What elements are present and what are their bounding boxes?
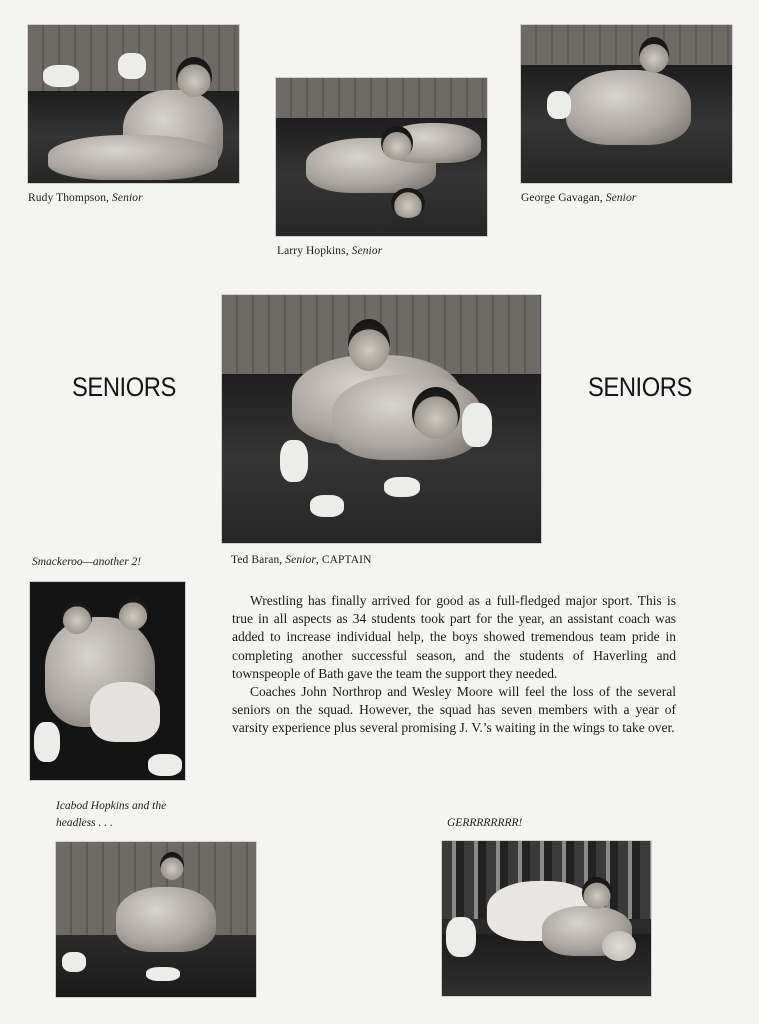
wrestler-head (639, 37, 669, 73)
wrestling-shoe (146, 967, 180, 981)
wrestler-head (118, 596, 148, 630)
wrestler-figure (566, 70, 691, 145)
wrestler-head (391, 188, 425, 218)
caption-icabod (56, 798, 166, 832)
caption-name: Larry Hopkins, (277, 245, 349, 257)
wrestler-figure (116, 887, 216, 952)
caption-george-gavagan (521, 192, 636, 204)
wrestler-head (348, 319, 390, 371)
photo-ted-baran (221, 294, 542, 544)
wrestling-shoe (310, 495, 344, 517)
caption-title: , CAPTAIN (315, 554, 372, 566)
photo-rudy-thompson (27, 24, 240, 184)
wrestler-head (381, 126, 413, 160)
wrestler-figure (90, 682, 160, 742)
article-paragraph: Wrestling has finally arrived for good as a full-fledged major sport. This is true in all aspects as 34 students took part for the year, an assistant coach was added to increase individual help, the boys showed tremendous team pride in completing another successful season, and the students of Haverling and townspeople of Bath gave the team the support they needed. (232, 593, 676, 681)
wrestler-head (160, 852, 184, 880)
wrestling-shoe (446, 917, 476, 957)
wrestler-head (412, 387, 460, 439)
caption-role: Senior (351, 245, 383, 257)
wall-background (521, 25, 732, 69)
wrestling-shoe (280, 440, 308, 482)
article-paragraph: Coaches John Northrop and Wesley Moore will feel the loss of the several seniors on the squad. However, the squad has seven members with a year of varsity experience plus several promising J. V.’s waiting in the wings to take over. (232, 684, 676, 736)
wrestler-figure (48, 135, 218, 180)
caption-role: Senior (112, 192, 143, 204)
caption-line: headless . . . (56, 817, 113, 829)
wrestler-head (176, 57, 212, 97)
wrestler-head (582, 877, 612, 909)
wrestling-shoe (62, 952, 86, 972)
caption-role: Senior (285, 554, 316, 566)
caption-larry-hopkins (277, 245, 382, 257)
wrestling-shoe (148, 754, 182, 776)
wrestling-shoe (118, 53, 146, 79)
wrestler-head (602, 931, 636, 961)
caption-smackeroo: Smackeroo—another 2! (32, 556, 142, 568)
photo-smackeroo (29, 581, 186, 781)
wrestling-shoe (384, 477, 420, 497)
caption-gerrr: GERRRRRRRR! (447, 817, 523, 829)
caption-role: Senior (605, 192, 637, 204)
photo-gerrr (441, 840, 652, 997)
wrestler-head (62, 600, 92, 634)
wrestling-shoe (462, 403, 492, 447)
wrestling-shoe (34, 722, 60, 762)
photo-george-gavagan (520, 24, 733, 184)
caption-line: Icabod Hopkins and the (56, 800, 167, 812)
caption-name: Ted Baran, (231, 554, 283, 566)
caption-rudy-thompson (28, 192, 143, 204)
wrestling-shoe (43, 65, 79, 87)
wrestling-shoe (547, 91, 571, 119)
heading-seniors-left: SENIORS (72, 372, 176, 402)
caption-name: Rudy Thompson, (28, 192, 110, 204)
photo-larry-hopkins (275, 77, 488, 237)
caption-ted-baran (231, 554, 371, 566)
article-body (232, 592, 676, 738)
photo-icabod (55, 841, 257, 998)
heading-seniors-right: SENIORS (588, 372, 692, 402)
caption-name: George Gavagan, (521, 192, 603, 204)
